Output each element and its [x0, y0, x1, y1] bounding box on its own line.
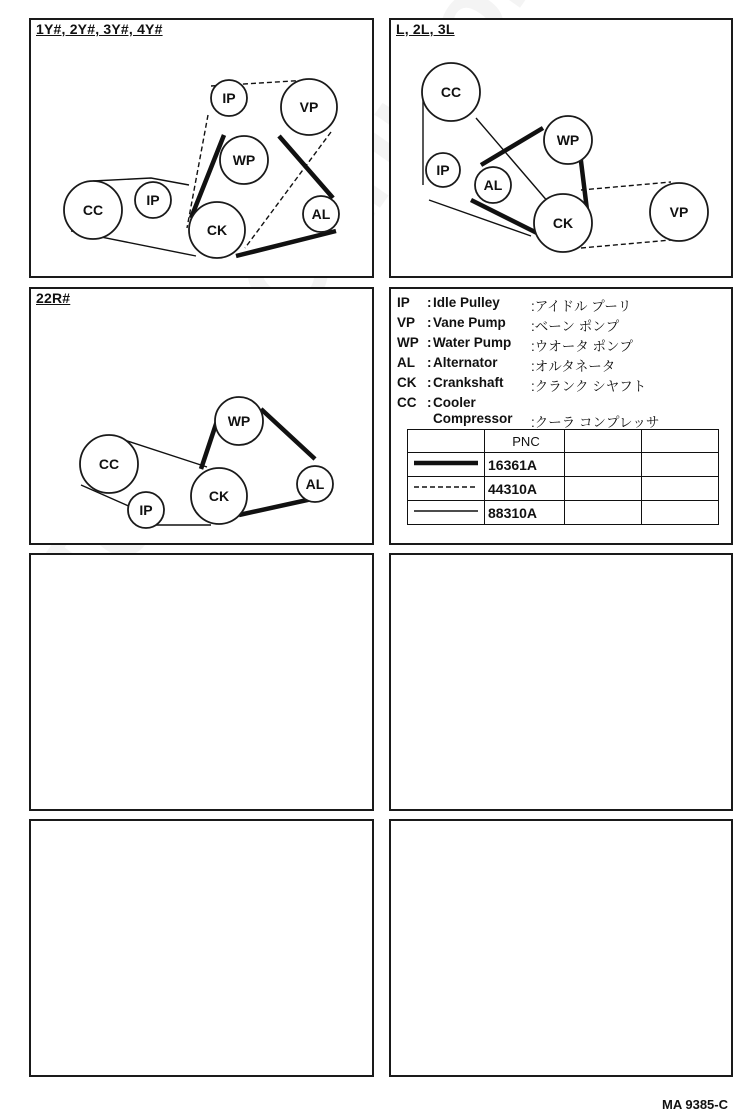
- belt-diagram-2: [391, 20, 731, 276]
- svg-text:VP: VP: [669, 204, 689, 220]
- svg-text:VP: VP: [299, 99, 319, 115]
- pulley-vp: [650, 183, 708, 241]
- pulley-vp: [281, 79, 337, 135]
- table-cell: [642, 501, 719, 525]
- table-cell: [642, 477, 719, 501]
- svg-text:IP: IP: [222, 90, 236, 106]
- pnc-table: [407, 429, 719, 525]
- line-sample-dashed: [408, 477, 485, 501]
- svg-text:IP: IP: [139, 502, 153, 518]
- svg-text:CK: CK: [208, 488, 230, 504]
- svg-text:CC: CC: [440, 84, 462, 100]
- table-cell: [565, 501, 642, 525]
- pulley-ck: [191, 468, 247, 524]
- table-row: [408, 477, 719, 501]
- pulley-ip: [128, 492, 164, 528]
- svg-text:WP: WP: [227, 413, 251, 429]
- line-sample-thin: [408, 501, 485, 525]
- panel-22r-engine: [29, 287, 374, 545]
- svg-text:IP: IP: [436, 162, 450, 178]
- table-cell: [642, 430, 719, 453]
- panel-1y-engines: [29, 18, 374, 278]
- panel-title: 22R#: [36, 290, 71, 306]
- pulley-cc: [64, 181, 122, 239]
- document-code: MA 9385-C: [662, 1097, 728, 1112]
- svg-text:CC: CC: [98, 456, 120, 472]
- pnc-value: 88310A: [485, 501, 565, 525]
- pulley-ip-lower: [135, 182, 171, 218]
- panel-legend: IP : Idle Pulley :アイドル プーリ VP : Vane Pump :ベーン ポンプ WP : Water Pump :ウオータ ポンプ AL : Alternator :オルタネータ CK : Crankshaft :クランク シヤフト CC : Cooler Compressor :クーラ コンプレッサ PNC 16361A 44310A 88310A: [389, 287, 733, 545]
- table-cell: [642, 453, 719, 477]
- panel-empty: [389, 819, 733, 1077]
- line-sample-thick: [408, 453, 485, 477]
- table-header-row: [408, 430, 719, 453]
- pnc-value: 44310A: [485, 477, 565, 501]
- svg-text:WP: WP: [556, 132, 580, 148]
- pulley-wp: [215, 397, 263, 445]
- panel-empty: [389, 553, 733, 811]
- panel-title: L, 2L, 3L: [396, 21, 455, 37]
- table-cell: [565, 430, 642, 453]
- svg-text:AL: AL: [483, 177, 503, 193]
- panel-empty: [29, 819, 374, 1077]
- pulley-ck: [189, 202, 245, 258]
- table-row: [408, 501, 719, 525]
- svg-text:IP: IP: [146, 192, 160, 208]
- pulley-cc: [422, 63, 480, 121]
- table-cell: [565, 477, 642, 501]
- belt-diagram-3: [31, 289, 372, 543]
- table-row: [408, 453, 719, 477]
- pulley-al: [475, 167, 511, 203]
- panel-empty: [29, 553, 374, 811]
- belt-diagram-1: [31, 20, 372, 276]
- pulley-wp: [544, 116, 592, 164]
- svg-text:CK: CK: [552, 215, 574, 231]
- pulley-ip: [211, 80, 247, 116]
- panel-title: 1Y#, 2Y#, 3Y#, 4Y#: [36, 21, 163, 37]
- table-cell: [408, 430, 485, 453]
- svg-text:AL: AL: [305, 476, 325, 492]
- pulley-ck: [534, 194, 592, 252]
- pnc-value: 16361A: [485, 453, 565, 477]
- svg-text:CC: CC: [82, 202, 104, 218]
- pulley-cc: [80, 435, 138, 493]
- pulley-al: [303, 196, 339, 232]
- pulley-al: [297, 466, 333, 502]
- pulley-wp: [220, 136, 268, 184]
- svg-text:WP: WP: [232, 152, 256, 168]
- pulley-ip: [426, 153, 460, 187]
- table-cell: [565, 453, 642, 477]
- panel-l-engines: [389, 18, 733, 278]
- pnc-header: PNC: [485, 430, 565, 453]
- svg-text:AL: AL: [311, 206, 331, 222]
- svg-text:CK: CK: [206, 222, 228, 238]
